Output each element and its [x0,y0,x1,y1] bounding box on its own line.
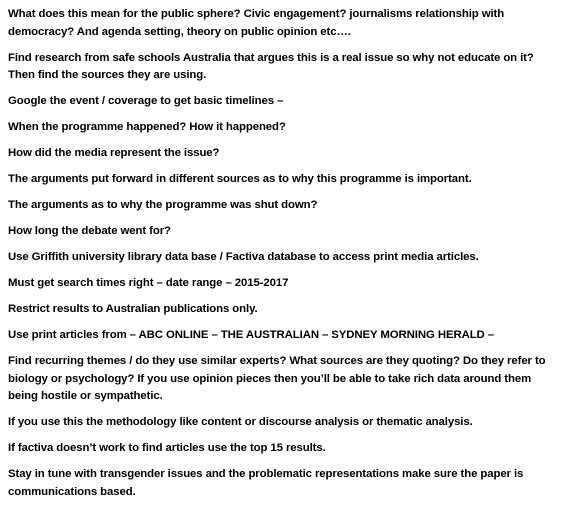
paragraph-debate-length: How long the debate went for? [8,225,171,237]
paragraph-restrict-results: Restrict results to Australian publications only. [8,303,258,315]
paragraph-methodology: If you use this the methodology like content or discourse analysis or thematic analysis. [8,416,473,428]
paragraph-date-range: Must get search times right – date range – 2015-2017 [8,277,289,289]
document-body [8,6,560,510]
paragraph-arguments-important: The arguments put forward in different sources as to why this programme is important. [8,173,472,185]
paragraph-when-programme: When the programme happened? How it happened? [8,121,286,133]
paragraph-library-database: Use Griffith university library data base / Factiva database to access print media articles. [8,251,479,263]
paragraph-print-sources: Use print articles from – ABC ONLINE – THE AUSTRALIAN – SYDNEY MORNING HERALD – [8,329,494,341]
paragraph-public-sphere: What does this mean for the public sphere? Civic engagement? journalisms relationship with democracy? And agenda setting, theory on public opinion etc…. [8,8,505,38]
paragraph-factiva-fallback: If factiva doesn’t work to find articles use the top 15 results. [8,442,326,454]
paragraph-recurring-themes: Find recurring themes / do they use similar experts? What sources are they quoting? Do they refer to biology or psychology? If you use opinion pieces then you’ll be able to take rich data around them being hostile or sympathetic. [8,355,546,402]
paragraph-transgender-issues: Stay in tune with transgender issues and the problematic representations make sure the paper is communications based. [8,468,524,498]
paragraph-google-timelines: Google the event / coverage to get basic timelines – [8,95,284,107]
paragraph-arguments-shut-down: The arguments as to why the programme was shut down? [8,199,318,211]
paragraph-safe-schools-research: Find research from safe schools Australia that argues this is a real issue so why not educate on it? Then find the sources they are using. [8,51,534,81]
paragraph-media-representation: How did the media represent the issue? [8,147,220,159]
